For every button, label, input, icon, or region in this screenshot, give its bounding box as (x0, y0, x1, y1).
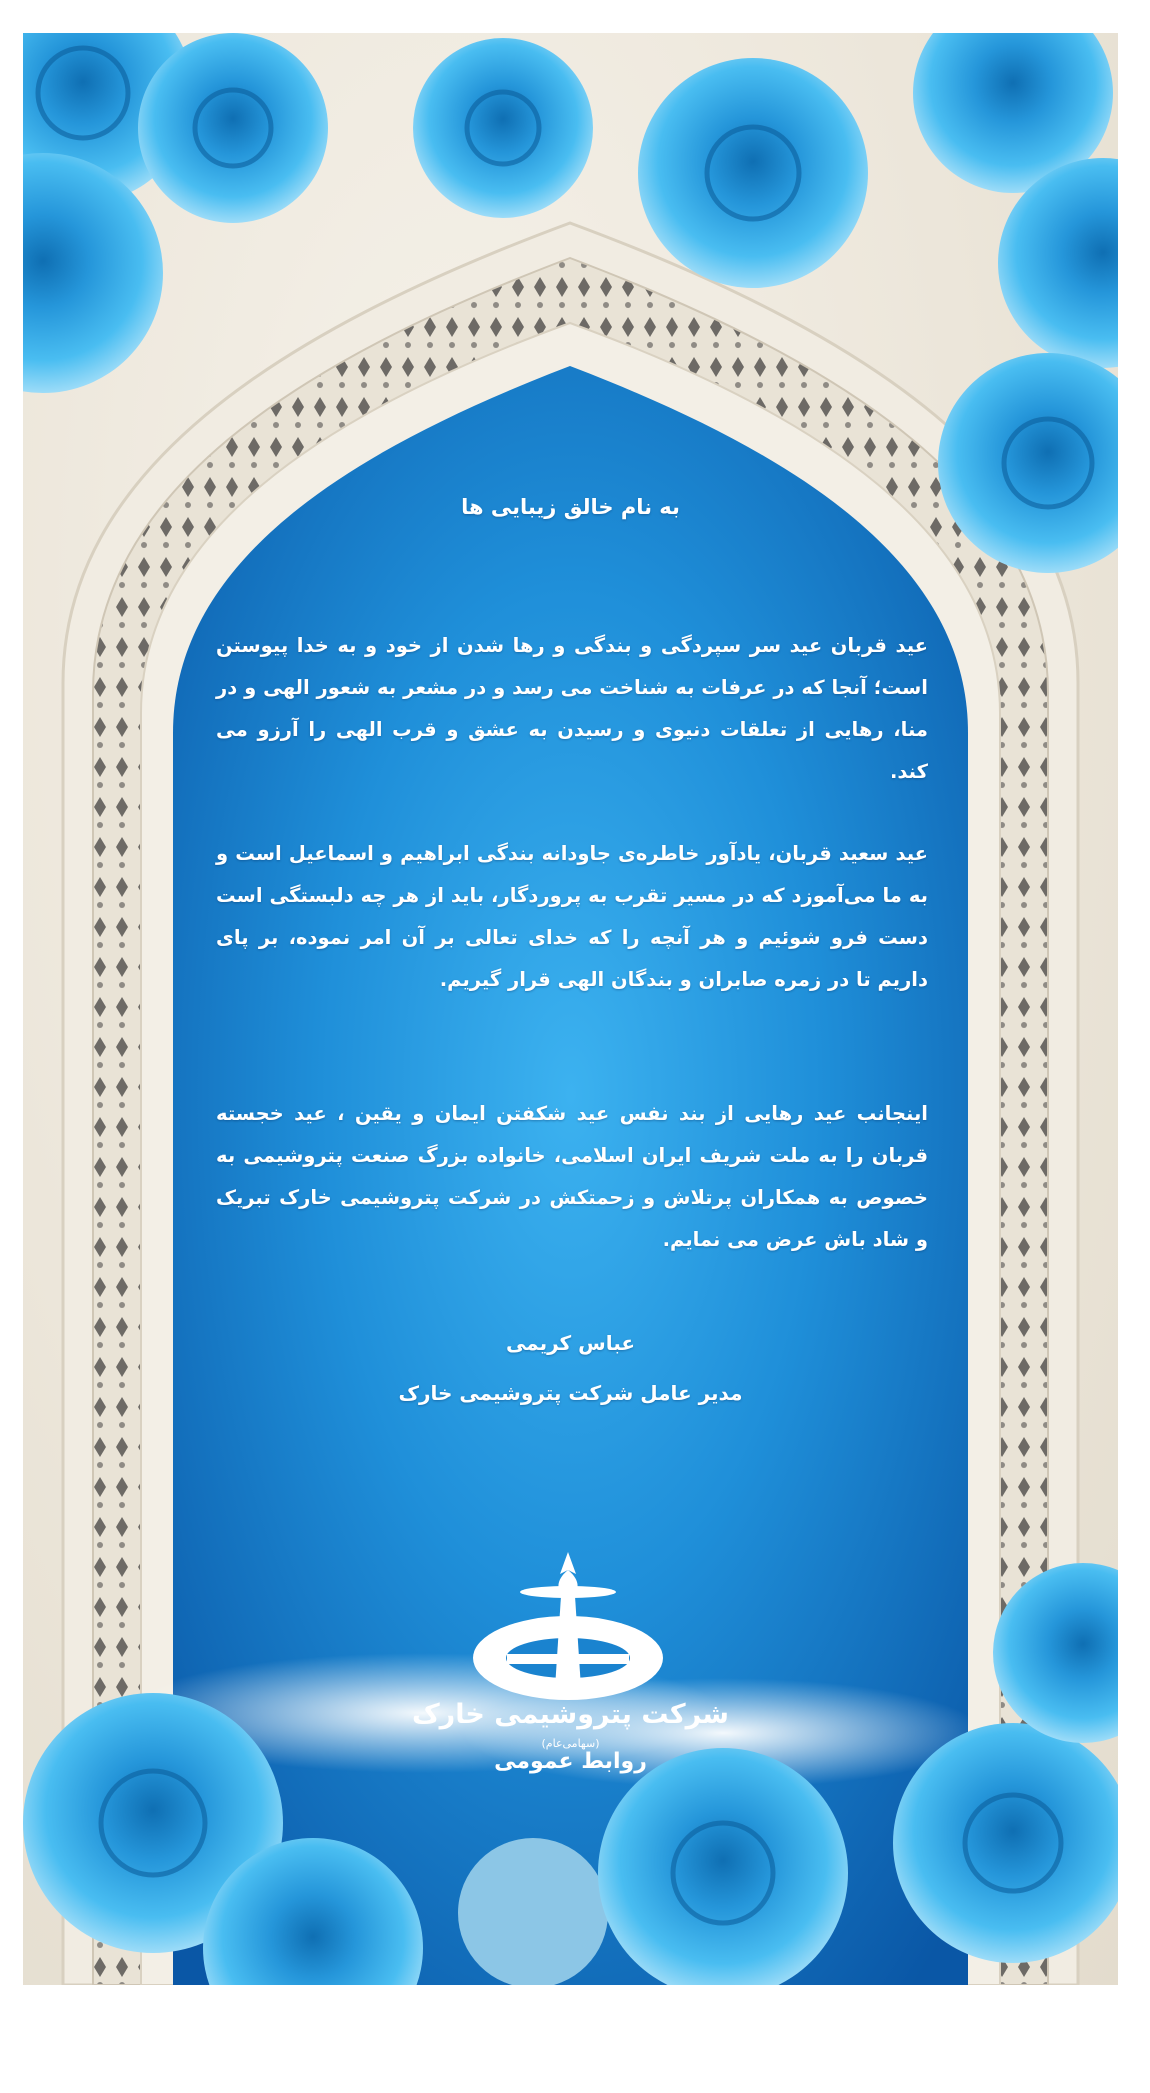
company-type: (سهامی‌عام) (541, 1737, 600, 1750)
signature-title: مدیر عامل شرکت پتروشیمی خارک (398, 1381, 743, 1405)
company-name: شرکت پتروشیمی خارک (412, 1699, 729, 1730)
paragraph-1: عید قربان عید سر سپردگی و بندگی و رها شدن از خود و به خدا پیوستن است؛ آنجا که در عرفات به شناخت می رسد و در مشعر به شعور الهی و در منا، رهایی از تعلقات دنیوی و رسیدن به عشق و قرب الهی را آرزو می کند. (216, 634, 928, 783)
paragraph-2: عید سعید قربان، یادآور خاطره‌ی جاودانه بندگی ابراهیم و اسماعیل است و به ما می‌آموزد که در مسیر تقرب به پروردگار، باید از هر چه دلبستگی است دست فرو شوئیم و هر آنچه را که خدای تعالی بر آن امر نموده، بر پای داریم تا در زمره صابران و بندگان الهی قرار گیریم. (216, 842, 928, 991)
signature-name: عباس کریمی (505, 1331, 636, 1355)
letter-heading: به نام خالق زیبایی ها (461, 495, 680, 519)
greeting-poster (23, 33, 1118, 1985)
department-name: روابط عمومی (494, 1749, 647, 1774)
paragraph-3: اینجانب عید رهایی از بند نفس عید شکفتن ایمان و یقین ، عید خجسته قربان را به ملت شریف ایران اسلامی، خانواده بزرگ صنعت پتروشیمی به خصوص به همکاران پرتلاش و زحمتکش در شرکت پتروشیمی خارک تبریک و شاد باش عرض می نمایم. (216, 1102, 928, 1251)
company-logo-icon (463, 1548, 673, 1708)
